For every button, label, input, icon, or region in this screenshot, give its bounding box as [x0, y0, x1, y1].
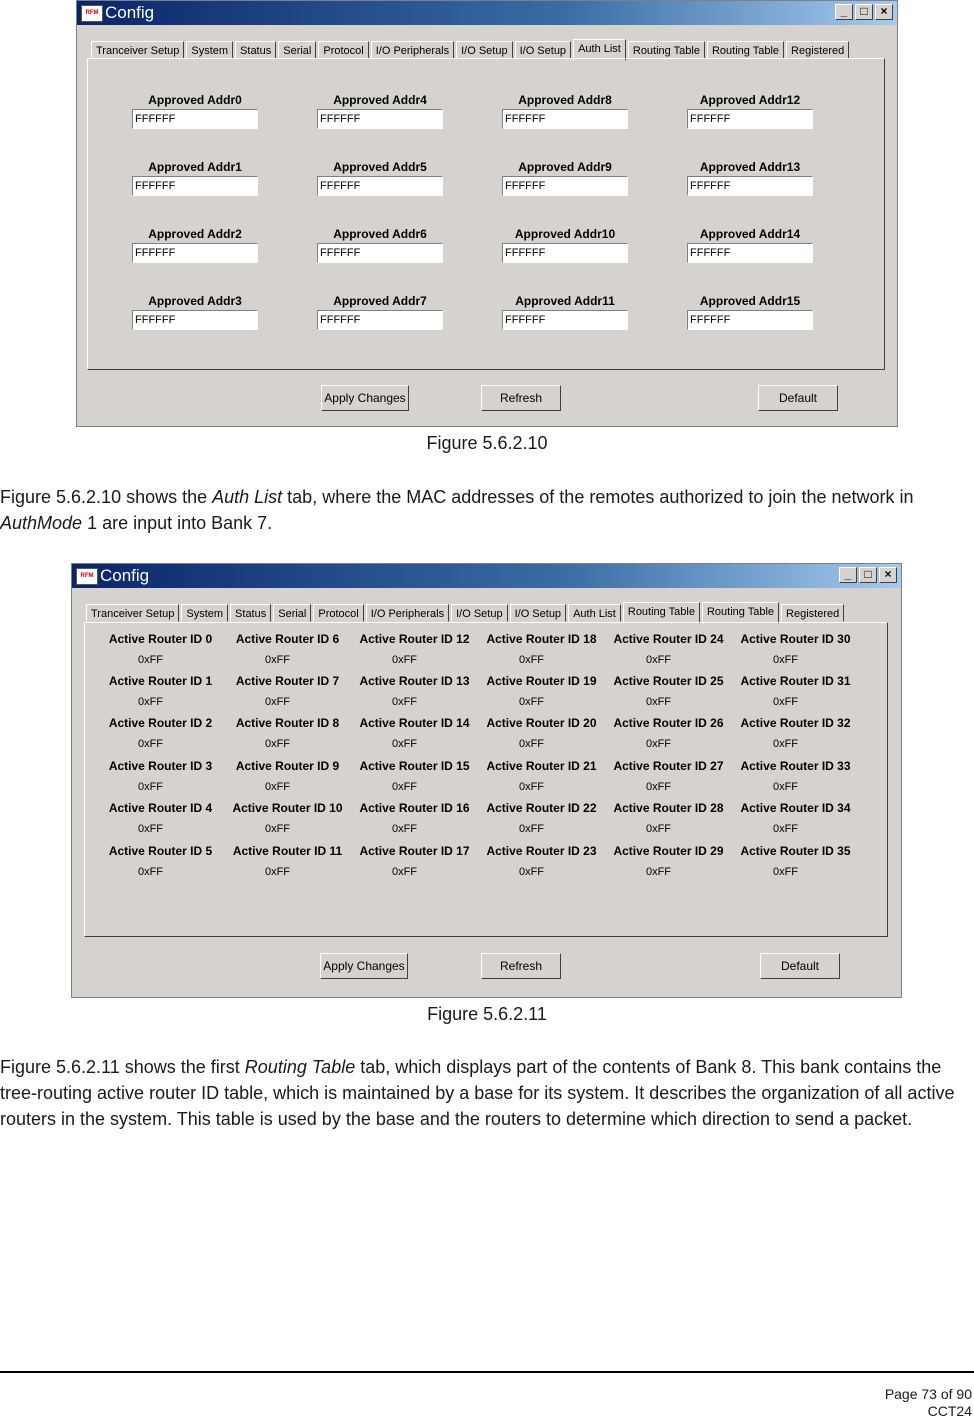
approved-addr-input[interactable]: FFFFFF	[687, 176, 813, 196]
title-bar	[72, 564, 901, 588]
active-router-value: 0xFF	[518, 781, 545, 793]
approved-addr-input[interactable]: FFFFFF	[502, 109, 628, 129]
active-router-value: 0xFF	[645, 866, 672, 878]
approved-addr-label: Approved Addr2	[148, 227, 242, 241]
active-router-label: Active Router ID 12	[359, 632, 470, 646]
active-router-value: 0xFF	[391, 823, 418, 835]
app-logo-icon: RFM	[76, 568, 98, 585]
active-router-value: 0xFF	[391, 781, 418, 793]
maximize-icon[interactable]: □	[855, 4, 873, 20]
tab-registered[interactable]: Registered	[781, 604, 844, 622]
active-router-value: 0xFF	[772, 654, 799, 666]
active-router-value: 0xFF	[391, 738, 418, 750]
active-router-value: 0xFF	[264, 696, 291, 708]
active-router-label: Active Router ID 8	[235, 716, 340, 730]
default-button[interactable]: Default	[758, 385, 838, 411]
text: 1 are input into Bank 7.	[82, 513, 273, 533]
text: Figure 5.6.2.10 shows the	[0, 487, 213, 507]
approved-addr-label: Approved Addr1	[148, 160, 242, 174]
active-router-value: 0xFF	[137, 654, 164, 666]
active-router-value: 0xFF	[264, 866, 291, 878]
refresh-button[interactable]: Refresh	[481, 953, 561, 979]
paragraph	[0, 484, 960, 536]
active-router-label: Active Router ID 1	[108, 674, 213, 688]
active-router-value: 0xFF	[137, 738, 164, 750]
active-router-label: Active Router ID 28	[613, 801, 724, 815]
approved-addr-label: Approved Addr6	[333, 227, 427, 241]
active-router-label: Active Router ID 9	[235, 759, 340, 773]
active-router-label: Active Router ID 30	[740, 632, 851, 646]
active-router-label: Active Router ID 7	[235, 674, 340, 688]
approved-addr-label: Approved Addr8	[518, 93, 612, 107]
approved-addr-label: Approved Addr13	[699, 160, 801, 174]
active-router-value: 0xFF	[391, 654, 418, 666]
tab-tranceiver-setup[interactable]: Tranceiver Setup	[86, 604, 179, 622]
apply-changes-button[interactable]: Apply Changes	[320, 953, 408, 979]
tab-i-o-peripherals[interactable]: I/O Peripherals	[371, 41, 454, 59]
tab-system[interactable]: System	[186, 41, 233, 59]
active-router-label: Active Router ID 10	[232, 801, 343, 815]
active-router-value: 0xFF	[772, 738, 799, 750]
tab-routing-table[interactable]: Routing Table	[702, 602, 779, 624]
active-router-label: Active Router ID 35	[740, 844, 851, 858]
active-router-value: 0xFF	[137, 781, 164, 793]
approved-addr-input[interactable]: FFFFFF	[317, 243, 443, 263]
auth-list-window	[76, 0, 898, 427]
approved-addr-label: Approved Addr0	[148, 93, 242, 107]
approved-addr-label: Approved Addr14	[699, 227, 801, 241]
active-router-label: Active Router ID 21	[486, 759, 597, 773]
active-router-label: Active Router ID 31	[740, 674, 851, 688]
tab-registered[interactable]: Registered	[786, 41, 849, 59]
active-router-value: 0xFF	[518, 823, 545, 835]
active-router-label: Active Router ID 0	[108, 632, 213, 646]
active-router-value: 0xFF	[391, 696, 418, 708]
active-router-value: 0xFF	[264, 738, 291, 750]
tab-i-o-setup[interactable]: I/O Setup	[515, 41, 571, 59]
active-router-value: 0xFF	[264, 823, 291, 835]
approved-addr-input[interactable]: FFFFFF	[317, 310, 443, 330]
approved-addr-label: Approved Addr12	[699, 93, 801, 107]
approved-addr-label: Approved Addr4	[333, 93, 427, 107]
approved-addr-input[interactable]: FFFFFF	[132, 109, 258, 129]
window-title: Config	[105, 3, 155, 22]
approved-addr-label: Approved Addr7	[333, 294, 427, 308]
active-router-value: 0xFF	[772, 823, 799, 835]
emphasis: AuthMode	[0, 513, 83, 533]
tab-auth-list[interactable]: Auth List	[573, 39, 626, 61]
close-icon[interactable]: ×	[875, 4, 893, 20]
active-router-label: Active Router ID 17	[359, 844, 470, 858]
active-router-label: Active Router ID 3	[108, 759, 213, 773]
routing-table-window	[71, 563, 902, 998]
approved-addr-input[interactable]: FFFFFF	[132, 176, 258, 196]
active-router-value: 0xFF	[137, 866, 164, 878]
approved-addr-input[interactable]: FFFFFF	[132, 243, 258, 263]
active-router-label: Active Router ID 11	[232, 844, 343, 858]
window-title: Config	[100, 566, 150, 585]
approved-addr-label: Approved Addr5	[333, 160, 427, 174]
figure-caption: Figure 5.6.2.11	[427, 1004, 547, 1024]
approved-addr-label: Approved Addr15	[699, 294, 801, 308]
footer-rule	[0, 1371, 974, 1373]
tab-protocol[interactable]: Protocol	[318, 41, 368, 59]
active-router-value: 0xFF	[264, 781, 291, 793]
tab-auth-list[interactable]: Auth List	[568, 604, 621, 622]
active-router-label: Active Router ID 19	[486, 674, 597, 688]
approved-addr-label: Approved Addr11	[515, 294, 615, 308]
approved-addr-input[interactable]: FFFFFF	[317, 109, 443, 129]
tab-protocol[interactable]: Protocol	[313, 604, 363, 622]
document-id: CCT24	[927, 1403, 972, 1419]
tab-serial[interactable]: Serial	[273, 604, 311, 622]
tab-status[interactable]: Status	[235, 41, 276, 59]
tab-routing-table[interactable]: Routing Table	[623, 602, 700, 624]
approved-addr-label: Approved Addr10	[514, 227, 616, 241]
app-logo-icon: RFM	[81, 5, 103, 22]
active-router-label: Active Router ID 25	[613, 674, 724, 688]
tab-routing-table[interactable]: Routing Table	[707, 41, 784, 59]
paragraph	[0, 1054, 960, 1132]
active-router-label: Active Router ID 23	[486, 844, 597, 858]
text: tab, which displays part of the contents of Bank 8. This bank contains the tree-routing active router ID table, which is maintained by a base for its system. It describes the organization of all active routers in the system. This table is used by the base and the routers to determine which direction to send a packet.	[0, 1057, 955, 1129]
active-router-label: Active Router ID 14	[359, 716, 470, 730]
tab-serial[interactable]: Serial	[278, 41, 316, 59]
minimize-icon[interactable]: _	[835, 4, 853, 20]
active-router-value: 0xFF	[645, 823, 672, 835]
active-router-label: Active Router ID 18	[486, 632, 597, 646]
active-router-value: 0xFF	[772, 781, 799, 793]
refresh-button[interactable]: Refresh	[481, 385, 561, 411]
active-router-label: Active Router ID 26	[613, 716, 724, 730]
tab-tranceiver-setup[interactable]: Tranceiver Setup	[91, 41, 184, 59]
tab-routing-table[interactable]: Routing Table	[628, 41, 705, 59]
active-router-label: Active Router ID 33	[740, 759, 851, 773]
active-router-value: 0xFF	[137, 823, 164, 835]
approved-addr-input[interactable]: FFFFFF	[687, 243, 813, 263]
default-button[interactable]: Default	[760, 953, 840, 979]
tab-i-o-peripherals[interactable]: I/O Peripherals	[366, 604, 449, 622]
approved-addr-input[interactable]: FFFFFF	[132, 310, 258, 330]
approved-addr-input[interactable]: FFFFFF	[317, 176, 443, 196]
active-router-label: Active Router ID 13	[359, 674, 470, 688]
active-router-value: 0xFF	[518, 654, 545, 666]
active-router-label: Active Router ID 16	[359, 801, 470, 815]
active-router-label: Active Router ID 5	[108, 844, 213, 858]
approved-addr-input[interactable]: FFFFFF	[502, 176, 628, 196]
active-router-label: Active Router ID 27	[613, 759, 724, 773]
maximize-icon[interactable]: □	[859, 567, 877, 583]
active-router-label: Active Router ID 24	[613, 632, 724, 646]
approved-addr-input[interactable]: FFFFFF	[502, 243, 628, 263]
page-number: Page 73 of 90	[884, 1386, 972, 1402]
active-router-value: 0xFF	[518, 696, 545, 708]
emphasis: Auth List	[212, 487, 283, 507]
active-router-label: Active Router ID 6	[235, 632, 340, 646]
tab-bar	[91, 37, 851, 57]
active-router-label: Active Router ID 4	[108, 801, 213, 815]
active-router-label: Active Router ID 15	[359, 759, 470, 773]
active-router-label: Active Router ID 2	[108, 716, 213, 730]
active-router-value: 0xFF	[645, 696, 672, 708]
tab-i-o-setup[interactable]: I/O Setup	[456, 41, 512, 59]
approved-addr-label: Approved Addr9	[518, 160, 612, 174]
active-router-value: 0xFF	[772, 866, 799, 878]
figure-caption: Figure 5.6.2.10	[426, 433, 548, 453]
title-bar	[77, 1, 897, 25]
active-router-value: 0xFF	[264, 654, 291, 666]
active-router-label: Active Router ID 22	[486, 801, 597, 815]
tab-i-o-setup[interactable]: I/O Setup	[510, 604, 566, 622]
approved-addr-label: Approved Addr3	[148, 294, 242, 308]
active-router-value: 0xFF	[518, 866, 545, 878]
active-router-value: 0xFF	[137, 696, 164, 708]
tab-system[interactable]: System	[181, 604, 228, 622]
apply-changes-button[interactable]: Apply Changes	[321, 385, 409, 411]
active-router-label: Active Router ID 32	[740, 716, 851, 730]
minimize-icon[interactable]: _	[839, 567, 857, 583]
active-router-value: 0xFF	[645, 781, 672, 793]
active-router-label: Active Router ID 29	[613, 844, 724, 858]
approved-addr-input[interactable]: FFFFFF	[502, 310, 628, 330]
active-router-value: 0xFF	[772, 696, 799, 708]
active-router-value: 0xFF	[645, 654, 672, 666]
active-router-label: Active Router ID 34	[740, 801, 851, 815]
close-icon[interactable]: ×	[879, 567, 897, 583]
active-router-value: 0xFF	[645, 738, 672, 750]
approved-addr-input[interactable]: FFFFFF	[687, 310, 813, 330]
text: tab, where the MAC addresses of the remotes authorized to join the network in	[282, 487, 914, 507]
tab-bar	[86, 600, 846, 620]
tab-status[interactable]: Status	[230, 604, 271, 622]
active-router-value: 0xFF	[391, 866, 418, 878]
text: Figure 5.6.2.11 shows the first	[0, 1057, 245, 1077]
approved-addr-input[interactable]: FFFFFF	[687, 109, 813, 129]
active-router-value: 0xFF	[518, 738, 545, 750]
emphasis: Routing Table	[244, 1057, 356, 1077]
active-router-label: Active Router ID 20	[486, 716, 597, 730]
tab-i-o-setup[interactable]: I/O Setup	[451, 604, 507, 622]
routing-table-panel	[84, 622, 888, 937]
